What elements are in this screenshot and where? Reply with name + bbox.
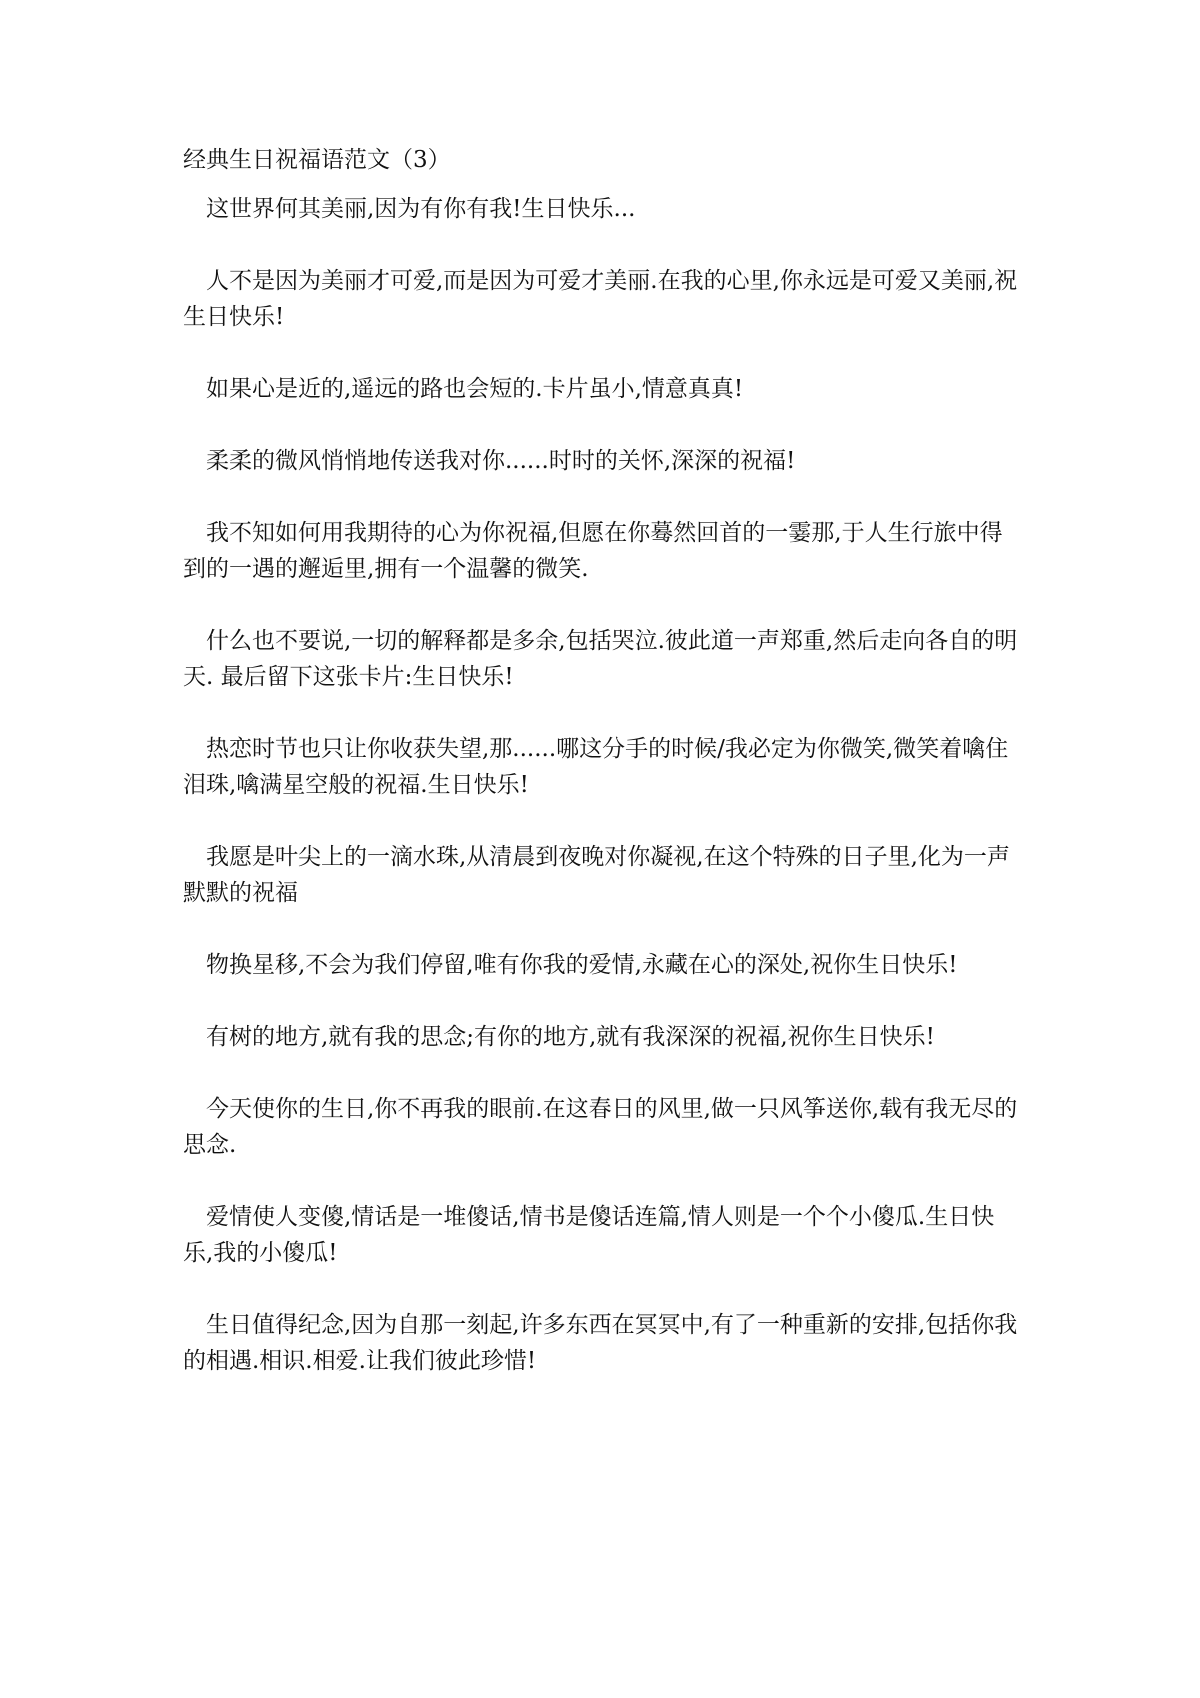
paragraph: 这世界何其美丽,因为有你有我!生日快乐... bbox=[206, 196, 636, 222]
document-body bbox=[183, 142, 1023, 1415]
paragraph: 生日值得纪念,因为自那一刻起,许多东西在冥冥中,有了一种重新的安排,包括你我的相遇.相识.相爱.让我们彼此珍惜! bbox=[183, 1312, 1018, 1374]
paragraph: 人不是因为美丽才可爱,而是因为可爱才美丽.在我的心里,你永远是可爱又美丽,祝生日快乐! bbox=[183, 268, 1018, 330]
paragraph: 如果心是近的,遥远的路也会短的.卡片虽小,情意真真! bbox=[206, 376, 744, 402]
paragraph: 有树的地方,就有我的思念;有你的地方,就有我深深的祝福,祝你生日快乐! bbox=[206, 1024, 935, 1050]
paragraph: 我不知如何用我期待的心为你祝福,但愿在你蓦然回首的一霎那,于人生行旅中得到的一遇的邂逅里,拥有一个温馨的微笑. bbox=[183, 520, 1003, 582]
paragraph: 热恋时节也只让你收获失望,那......哪这分手的时候/我必定为你微笑,微笑着噙住泪珠,噙满星空般的祝福.生日快乐! bbox=[183, 736, 1009, 798]
paragraph: 物换星移,不会为我们停留,唯有你我的爱情,永藏在心的深处,祝你生日快乐! bbox=[206, 952, 958, 978]
paragraph: 柔柔的微风悄悄地传送我对你......时时的关怀,深深的祝福! bbox=[206, 448, 796, 474]
paragraph: 什么也不要说,一切的解释都是多余,包括哭泣.彼此道一声郑重,然后走向各自的明天. 最后留下这张卡片:生日快乐! bbox=[183, 628, 1018, 690]
paragraph: 今天使你的生日,你不再我的眼前.在这春日的风里,做一只风筝送你,载有我无尽的思念. bbox=[183, 1096, 1018, 1158]
paragraph: 爱情使人变傻,情话是一堆傻话,情书是傻话连篇,情人则是一个个小傻瓜.生日快乐,我的小傻瓜! bbox=[183, 1204, 995, 1266]
document-title: 经典生日祝福语范文（3） bbox=[183, 147, 451, 173]
paragraph: 我愿是叶尖上的一滴水珠,从清晨到夜晚对你凝视,在这个特殊的日子里,化为一声默默的祝福 bbox=[183, 844, 1010, 906]
